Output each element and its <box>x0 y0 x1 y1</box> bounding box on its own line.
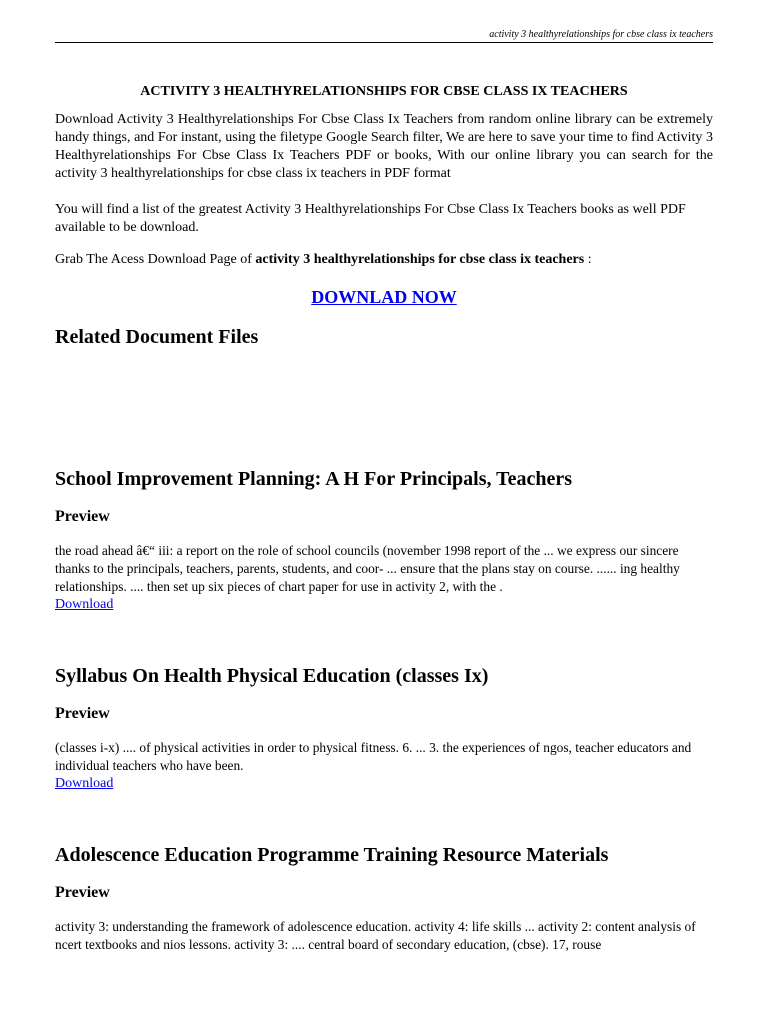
preview-label: Preview <box>55 508 110 525</box>
intro-paragraph: Download Activity 3 Healthyrelationships For Cbse Class Ix Teachers from random online library can be extremely handy things, and For instant, using the filetype Google Search filter, We are here to save your time to find Activity 3 Healthyrelationships For Cbse Class Ix Teachers PDF or books, With our online library you can search for the activity 3 healthyrelationships for cbse class ix teachers in PDF format <box>55 112 713 181</box>
preview-label: Preview <box>55 884 110 901</box>
download-link[interactable]: Download <box>55 597 114 612</box>
preview-label: Preview <box>55 705 110 722</box>
related-item-title: School Improvement Planning: A H For Principals, Teachers <box>55 468 573 490</box>
preview-text: the road ahead â€“ iii: a report on the role of school councils (november 1998 report of the ... we express our sincere thanks to the principals, teachers, parents, students, and coor- ... ensure that the plans stay on course. ...... ing healthy relationships. .... then set up six pieces of chart paper for use in activity 2, with the . <box>55 543 680 594</box>
preview-text: activity 3: understanding the framework of adolescence education. activity 4: life skills ... activity 2: content analysis of ncert textbooks and nios lessons. activity 3: .... central board of secondary education, (cbse). 17, rouse <box>55 919 696 952</box>
download-link[interactable]: Download <box>55 776 114 791</box>
document-title: ACTIVITY 3 HEALTHYRELATIONSHIPS FOR CBSE CLASS IX TEACHERS <box>140 84 628 99</box>
grab-bold-title: activity 3 healthyrelationships for cbse class ix teachers <box>255 252 585 267</box>
grab-prefix: Grab The Acess Download Page of <box>55 252 256 267</box>
related-heading: Related Document Files <box>55 326 259 348</box>
related-item-title: Adolescence Education Programme Training Resource Materials <box>55 844 609 866</box>
related-item-title: Syllabus On Health Physical Education (classes Ix) <box>55 665 489 687</box>
preview-text: (classes i-x) .... of physical activities in order to physical fitness. 6. ... 3. the experiences of ngos, teacher educators and individual teachers who have been. <box>55 740 692 773</box>
grab-suffix: : <box>584 252 592 267</box>
header-rule <box>55 42 713 43</box>
download-now-wrapper <box>55 286 713 308</box>
intro-paragraph-2: You will find a list of the greatest Activity 3 Healthyrelationships For Cbse Class Ix Teachers books as well PDF available to be download. <box>55 202 686 235</box>
running-header: activity 3 healthyrelationships for cbse class ix teachers <box>489 29 713 40</box>
download-now-link[interactable]: DOWNLAD NOW <box>311 287 457 307</box>
grab-line <box>55 251 713 269</box>
